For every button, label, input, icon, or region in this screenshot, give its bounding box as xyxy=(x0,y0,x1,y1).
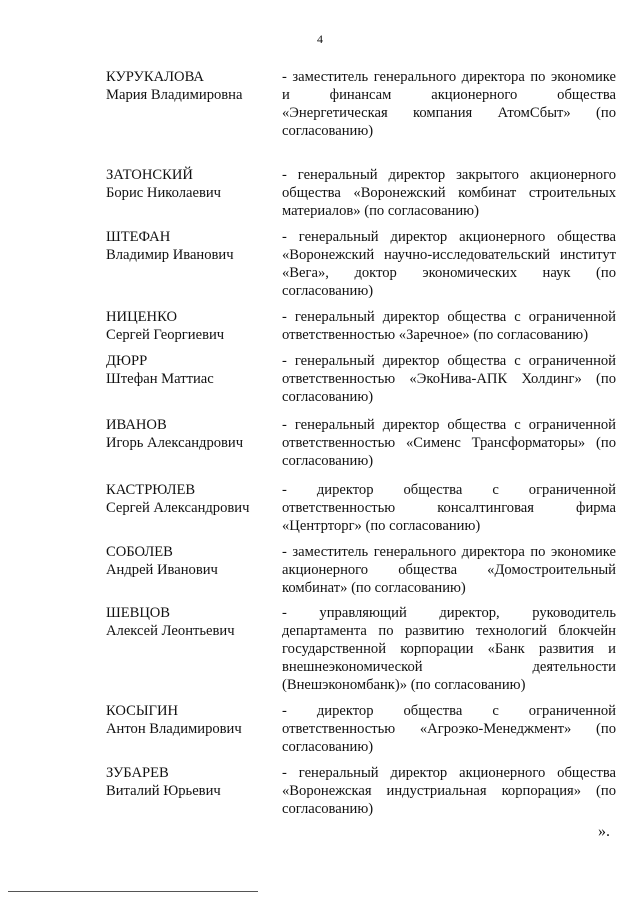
given-name: Сергей Александрович xyxy=(106,500,250,516)
page-number: 4 xyxy=(317,32,323,46)
surname: ЗАТОНСКИЙ xyxy=(106,167,193,183)
person-name xyxy=(106,228,276,264)
given-name: Сергей Георгиевич xyxy=(106,327,225,343)
given-name: Борис Николаевич xyxy=(106,185,221,201)
position-description: - генеральный директор общества с ограниченной ответственностью «ЭкоНива-АПК Холдинг» (по согласованию) xyxy=(282,353,616,405)
person-name xyxy=(106,308,276,344)
surname: НИЦЕНКО xyxy=(106,309,177,325)
given-name: Алексей Леонтьевич xyxy=(106,623,235,639)
position-description: - генеральный директор акционерного общества «Воронежский научно-исследовательский институт «Вега», доктор экономических наук (по согласованию) xyxy=(282,229,616,299)
person-name xyxy=(106,481,276,517)
given-name: Владимир Иванович xyxy=(106,247,234,263)
closing-quote: ». xyxy=(598,823,610,840)
surname: ИВАНОВ xyxy=(106,417,167,433)
surname: КОСЫГИН xyxy=(106,703,179,719)
person-name xyxy=(106,166,276,202)
person-name xyxy=(106,352,276,388)
surname: ЗУБАРЕВ xyxy=(106,765,169,781)
person-name xyxy=(106,543,276,579)
given-name: Андрей Иванович xyxy=(106,562,218,578)
given-name: Штефан Маттиас xyxy=(106,371,214,387)
person-name xyxy=(106,702,276,738)
given-name: Виталий Юрьевич xyxy=(106,783,221,799)
given-name: Антон Владимирович xyxy=(106,721,242,737)
given-name: Игорь Александрович xyxy=(106,435,244,451)
surname: СОБОЛЕВ xyxy=(106,544,173,560)
person-name xyxy=(106,764,276,800)
surname: КУРУКАЛОВА xyxy=(106,69,204,85)
surname: ДЮРР xyxy=(106,353,148,369)
person-name xyxy=(106,68,276,104)
surname: ШТЕФАН xyxy=(106,229,171,245)
footer-divider xyxy=(8,891,258,892)
person-name xyxy=(106,416,276,452)
given-name: Мария Владимировна xyxy=(106,87,243,103)
person-name xyxy=(106,604,276,640)
surname: ШЕВЦОВ xyxy=(106,605,170,621)
position-description: - генеральный директор общества с ограниченной ответственностью «Сименс Трансформаторы» (по согласованию) xyxy=(282,417,616,469)
position-description: - директор общества с ограниченной ответственностью консалтинговая фирма «Центрторг» (по согласованию) xyxy=(282,482,616,534)
position-description: - генеральный директор акционерного общества «Воронежская индустриальная корпорация» (по согласованию) xyxy=(282,765,616,817)
position-description: - управляющий директор, руководитель департамента по развитию технологий блокчейн государственной корпорации «Банк развития и внешнеэкономической деятельности (Внешэкономбанк)» (по согласованию) xyxy=(282,605,616,693)
position-description: - заместитель генерального директора по экономике акционерного общества «Домостроительный комбинат» (по согласованию) xyxy=(282,544,616,596)
position-description: - генеральный директор общества с ограниченной ответственностью «Заречное» (по согласованию) xyxy=(282,309,616,343)
surname: КАСТРЮЛЕВ xyxy=(106,482,196,498)
position-description: - генеральный директор закрытого акционерного общества «Воронежский комбинат строительных материалов» (по согласованию) xyxy=(282,167,616,219)
position-description: - директор общества с ограниченной ответственностью «Агроэко-Менеджмент» (по согласованию) xyxy=(282,703,616,755)
position-description: - заместитель генерального директора по экономике и финансам акционерного общества «Энергетическая компания АтомСбыт» (по согласованию) xyxy=(282,69,616,139)
